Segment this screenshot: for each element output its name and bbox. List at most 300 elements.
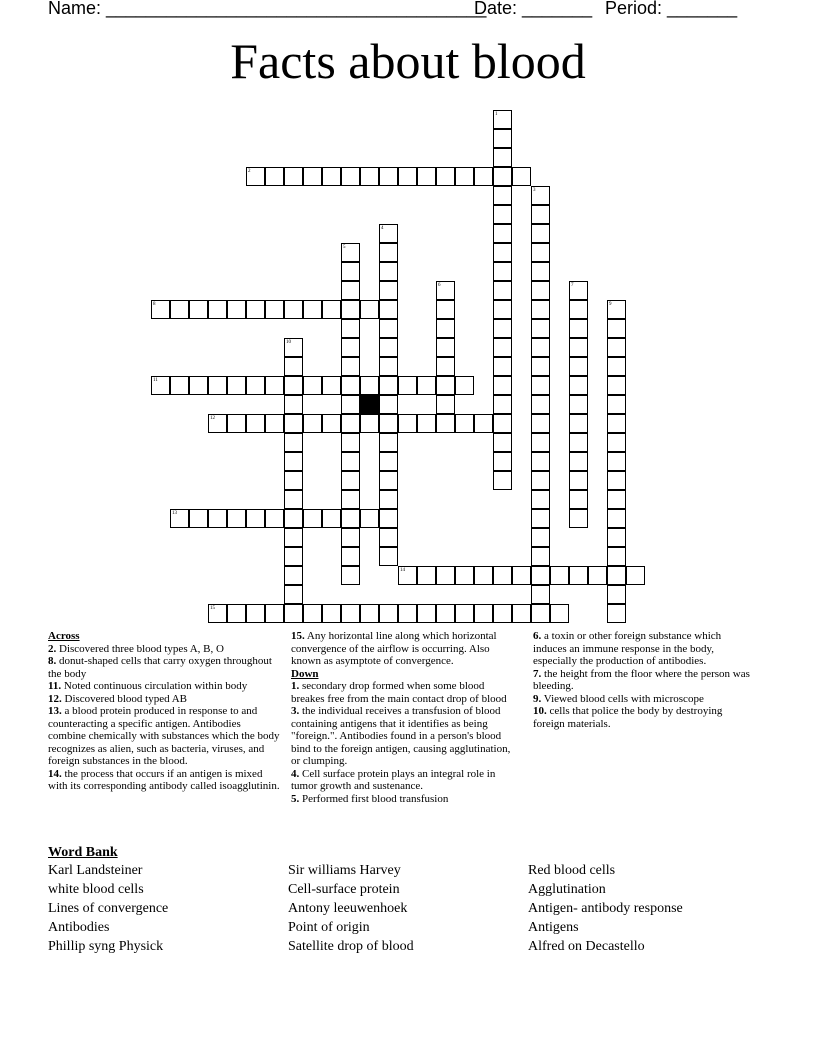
crossword-cell[interactable] [379,262,398,281]
crossword-cell[interactable] [379,414,398,433]
crossword-cell[interactable] [512,167,531,186]
crossword-cell[interactable] [607,452,626,471]
crossword-cell[interactable] [341,395,360,414]
crossword-cell[interactable] [341,471,360,490]
crossword-cell[interactable] [360,376,379,395]
crossword-cell[interactable] [493,129,512,148]
crossword-cell[interactable] [246,604,265,623]
crossword-cell[interactable] [303,509,322,528]
crossword-cell[interactable] [341,338,360,357]
crossword-cell[interactable] [569,471,588,490]
crossword-cell[interactable] [246,509,265,528]
clue-number: 12 [210,416,215,421]
crossword-cell[interactable] [436,357,455,376]
crossword-cell[interactable] [607,528,626,547]
across-clue-list [48,643,280,793]
name-field-label: Name: ______________________________________ [48,0,487,18]
crossword-cell[interactable] [531,281,550,300]
clue-item [291,680,519,705]
crossword-cell[interactable] [265,509,284,528]
crossword-cell[interactable] [455,376,474,395]
crossword-cell[interactable] [493,243,512,262]
clue-number-label: 2. [48,642,57,655]
crossword-cell[interactable] [531,357,550,376]
crossword-cell[interactable] [360,604,379,623]
crossword-cell[interactable] [379,490,398,509]
crossword-cell[interactable] [398,414,417,433]
crossword-cell[interactable] [189,376,208,395]
crossword-cell[interactable] [379,300,398,319]
word-bank-item: Red blood cells [528,863,616,878]
down-clue-list-continued [533,630,755,730]
word-bank-item: Karl Landsteiner [48,863,143,878]
crossword-cell[interactable] [493,300,512,319]
crossword-cell[interactable] [569,509,588,528]
crossword-cell[interactable] [398,566,417,585]
crossword-cell[interactable] [170,509,189,528]
crossword-cell[interactable] [170,376,189,395]
clue-item [48,705,280,768]
crossword-cell[interactable] [284,585,303,604]
word-bank-item: Antigens [528,920,579,935]
crossword-cell[interactable] [189,300,208,319]
crossword-cell[interactable] [151,376,170,395]
crossword-cell[interactable] [531,566,550,585]
crossword-cell[interactable] [607,566,626,585]
crossword-cell[interactable] [607,300,626,319]
crossword-cell[interactable] [227,300,246,319]
crossword-cell[interactable] [474,566,493,585]
across-clue-list-continued [291,630,519,668]
clue-text: secondary drop formed when some blood breakes free from the main contact drop of blood [291,680,507,705]
clue-number: 2 [248,169,251,174]
crossword-cell[interactable] [208,300,227,319]
crossword-cell[interactable] [303,300,322,319]
across-heading: Across [48,630,80,642]
crossword-cell[interactable] [569,490,588,509]
crossword-cell[interactable] [341,281,360,300]
crossword-cell[interactable] [512,566,531,585]
crossword-cell[interactable] [170,300,189,319]
crossword-cell[interactable] [398,167,417,186]
clue-item [291,630,519,668]
clues-column-2 [291,630,519,805]
crossword-cell[interactable] [417,604,436,623]
crossword-cell[interactable] [493,205,512,224]
crossword-cell[interactable] [303,376,322,395]
clue-item [291,768,519,793]
crossword-cell[interactable] [379,528,398,547]
crossword-cell[interactable] [493,452,512,471]
crossword-cell[interactable] [341,547,360,566]
clue-number-label: 1. [291,680,300,692]
crossword-cell[interactable] [341,490,360,509]
clue-number: 3 [533,188,536,193]
crossword-cell[interactable] [531,471,550,490]
crossword-cell[interactable] [569,300,588,319]
clue-number-label: 14. [48,767,62,780]
word-bank-item: Alfred on Decastello [528,939,645,954]
clue-text: Discovered blood typed AB [61,692,188,705]
crossword-cell[interactable] [607,490,626,509]
crossword-cell[interactable] [265,300,284,319]
clue-number: 6 [438,283,441,288]
crossword-cell[interactable] [379,433,398,452]
crossword-cell[interactable] [569,395,588,414]
page-title: Facts about blood [230,33,586,89]
clue-number-label: 5. [291,792,300,805]
crossword-cell[interactable] [322,300,341,319]
crossword-cell[interactable] [436,300,455,319]
crossword-cell[interactable] [607,395,626,414]
clue-number: 1 [495,112,498,117]
clue-number-label: 15. [291,630,305,642]
crossword-cell[interactable] [379,167,398,186]
crossword-cell[interactable] [246,414,265,433]
crossword-cell[interactable] [493,395,512,414]
crossword-cell[interactable] [360,300,379,319]
crossword-cell[interactable] [531,243,550,262]
clue-text: the individual receives a transfusion of blood containing antigens that it identifies as being "foreign.". Antibodies found in a person's blood bind to the foreign antigen, causing agglutination, or clumping. [291,705,511,767]
crossword-cell[interactable] [398,604,417,623]
crossword-cell[interactable] [284,433,303,452]
clue-item [533,693,755,706]
crossword-cell[interactable] [569,566,588,585]
crossword-cell[interactable] [607,604,626,623]
crossword-cell[interactable] [531,547,550,566]
crossword-cell[interactable] [607,433,626,452]
crossword-cell[interactable] [284,604,303,623]
crossword-cell[interactable] [569,433,588,452]
clue-number-label: 7. [533,667,542,680]
crossword-cell[interactable] [341,528,360,547]
crossword-cell[interactable] [512,604,531,623]
crossword-cell[interactable] [341,376,360,395]
clue-text: a blood protein produced in response to and counteracting a specific antigen. Antibodies combine chemically with substances which the body recognizes as alien, such as bacteria, viruses, and foreign substances in the blood. [48,705,280,767]
crossword-cell[interactable] [284,471,303,490]
crossword-cell[interactable] [493,167,512,186]
crossword-cell[interactable] [531,604,550,623]
crossword-cell[interactable] [341,604,360,623]
crossword-cell[interactable] [265,376,284,395]
crossword-cell[interactable] [436,319,455,338]
word-bank-item: Point of origin [288,920,370,935]
crossword-cell[interactable] [284,357,303,376]
crossword-cell[interactable] [246,167,265,186]
period-field-label: Period: _______ [605,0,738,18]
clues-column-3 [533,630,755,730]
clue-number-label: 11. [48,680,62,692]
clue-number-label: 6. [533,630,542,642]
crossword-cell[interactable] [493,604,512,623]
crossword-cell[interactable] [493,357,512,376]
crossword-cell[interactable] [607,547,626,566]
crossword-cell[interactable] [607,585,626,604]
crossword-cell[interactable] [360,509,379,528]
clues-column-1 [48,630,280,793]
crossword-cell[interactable] [379,281,398,300]
crossword-cell[interactable] [208,604,227,623]
crossword-cell[interactable] [607,509,626,528]
crossword-cell[interactable] [341,509,360,528]
crossword-cell[interactable] [493,319,512,338]
crossword-cell[interactable] [569,414,588,433]
crossword-cell[interactable] [341,262,360,281]
clue-item [48,768,280,793]
crossword-cell[interactable] [341,566,360,585]
crossword-cell[interactable] [341,452,360,471]
crossword-cell[interactable] [379,395,398,414]
clue-item [48,693,280,706]
crossword-cell[interactable] [493,186,512,205]
clue-text: Any horizontal line along which horizontal convergence of the airflow is occurring. Also known as asymptote of convergence. [291,630,497,667]
clue-number: 9 [609,302,612,307]
crossword-cell[interactable] [531,452,550,471]
crossword-cell[interactable] [493,338,512,357]
word-bank-item: Lines of convergence [48,901,169,916]
crossword-cell[interactable] [493,471,512,490]
crossword-cell[interactable] [436,281,455,300]
crossword-cell[interactable] [284,547,303,566]
crossword-cell[interactable] [607,338,626,357]
clue-text: Viewed blood cells with microscope [541,692,704,705]
crossword-cell[interactable] [531,224,550,243]
crossword-cell[interactable] [379,338,398,357]
crossword-cell[interactable] [569,338,588,357]
crossword-cell[interactable] [284,509,303,528]
word-bank-item: Antony leeuwenhoek [288,901,408,916]
clue-number: 15 [210,606,215,611]
clue-text: Noted continuous circulation within body [61,680,248,692]
crossword-cell[interactable] [531,490,550,509]
crossword-cell[interactable] [569,376,588,395]
crossword-cell[interactable] [379,319,398,338]
crossword-cell[interactable] [531,205,550,224]
crossword-cell[interactable] [531,395,550,414]
crossword-cell[interactable] [379,243,398,262]
crossword-cell[interactable] [151,300,170,319]
crossword-cell[interactable] [322,509,341,528]
crossword-cell[interactable] [455,167,474,186]
clue-number-label: 13. [48,705,62,717]
crossword-cell[interactable] [493,262,512,281]
clue-number: 7 [571,283,574,288]
crossword-cell[interactable] [227,509,246,528]
crossword-cell[interactable] [227,376,246,395]
crossword-cell[interactable] [227,414,246,433]
crossword-cell[interactable] [284,395,303,414]
clue-text: Discovered three blood types A, B, O [56,642,224,655]
crossword-cell[interactable] [569,357,588,376]
crossword-cell[interactable] [531,433,550,452]
crossword-cell[interactable] [208,509,227,528]
crossword-cell[interactable] [284,452,303,471]
crossword-cell[interactable] [569,281,588,300]
clue-text: Cell surface protein plays an integral role in tumor growth and sustenance. [291,767,496,792]
clue-item [533,668,755,693]
word-bank-item: Satellite drop of blood [288,939,414,954]
crossword-cell[interactable] [284,376,303,395]
clue-number: 8 [153,302,156,307]
crossword-cell[interactable] [455,566,474,585]
word-bank-item: Phillip syng Physick [48,939,164,954]
crossword-cell[interactable] [531,528,550,547]
crossword-cell[interactable] [436,414,455,433]
crossword-cell[interactable] [303,604,322,623]
clue-number-label: 12. [48,692,62,705]
crossword-cell[interactable] [455,414,474,433]
crossword-cell[interactable] [284,300,303,319]
crossword-cell[interactable] [531,338,550,357]
crossword-cell[interactable] [493,566,512,585]
crossword-cell[interactable] [436,604,455,623]
crossword-cell[interactable] [189,509,208,528]
crossword-cell[interactable] [322,167,341,186]
crossword-cell[interactable] [569,319,588,338]
crossword-cell[interactable] [265,167,284,186]
crossword-cell[interactable] [588,566,607,585]
word-bank-item: white blood cells [48,882,144,897]
crossword-cell[interactable] [284,528,303,547]
crossword-cell[interactable] [436,395,455,414]
crossword-cell[interactable] [531,300,550,319]
crossword-cell[interactable] [284,414,303,433]
clue-text: a toxin or other foreign substance which induces an immune response in the body, especially the production of antibodies. [533,630,722,667]
clue-text: the process that occurs if an antigen is mixed with its corresponding antibody called isoagglutinin. [48,767,280,792]
crossword-cell[interactable] [341,243,360,262]
crossword-cell[interactable] [303,414,322,433]
crossword-cell[interactable] [474,414,493,433]
crossword-cell[interactable] [455,604,474,623]
crossword-cell[interactable] [341,433,360,452]
crossword-cell[interactable] [341,167,360,186]
crossword-cell[interactable] [341,319,360,338]
word-bank-item: Cell-surface protein [288,882,400,897]
crossword-cell[interactable] [379,357,398,376]
crossword-cell[interactable] [474,167,493,186]
crossword-cell[interactable] [379,471,398,490]
crossword-cell[interactable] [417,376,436,395]
crossword-cell[interactable] [208,376,227,395]
word-bank-item: Antibodies [48,920,110,935]
clue-item [48,680,280,693]
crossword-cell[interactable] [531,414,550,433]
clue-text: the height from the floor where the person was bleeding. [533,667,750,692]
crossword-cell[interactable] [474,604,493,623]
crossword-cell[interactable] [493,376,512,395]
crossword-cell[interactable] [284,490,303,509]
clue-number: 5 [343,245,346,250]
crossword-cell[interactable] [417,414,436,433]
crossword-cell[interactable] [493,110,512,129]
crossword-cell[interactable] [531,186,550,205]
crossword-cell[interactable] [379,224,398,243]
crossword-cell[interactable] [284,566,303,585]
crossword-cell[interactable] [379,547,398,566]
clue-number: 13 [172,511,177,516]
crossword-cell[interactable] [303,167,322,186]
crossword-cell[interactable] [322,604,341,623]
clue-number: 10 [286,340,291,345]
crossword-cell[interactable] [379,452,398,471]
word-bank-item: Sir williams Harvey [288,863,401,878]
crossword-cell[interactable] [436,338,455,357]
crossword-cell[interactable] [398,376,417,395]
crossword-cell[interactable] [341,357,360,376]
clue-number-label: 3. [291,705,300,717]
crossword-cell[interactable] [607,319,626,338]
word-bank-title: Word Bank [48,845,118,860]
crossword-cell[interactable] [436,566,455,585]
crossword-cell[interactable] [607,357,626,376]
crossword-cell[interactable] [493,224,512,243]
crossword-cell[interactable] [417,167,436,186]
clue-item [48,655,280,680]
crossword-cell[interactable] [341,300,360,319]
crossword-cell[interactable] [417,566,436,585]
crossword-cell[interactable] [531,319,550,338]
crossword-cell[interactable] [322,376,341,395]
crossword-cell[interactable] [265,604,284,623]
crossword-cell[interactable] [569,452,588,471]
crossword-cell[interactable] [284,338,303,357]
clue-number: 4 [381,226,384,231]
clue-number-label: 9. [533,692,542,705]
word-bank-item: Agglutination [528,882,606,897]
crossword-cell[interactable] [265,414,284,433]
crossword-cell[interactable] [246,300,265,319]
crossword-cell[interactable] [493,414,512,433]
crossword-cell[interactable] [493,281,512,300]
clue-item [291,705,519,768]
crossword-cell[interactable] [607,376,626,395]
crossword-cell[interactable] [360,414,379,433]
crossword-cell[interactable] [379,604,398,623]
crossword-cell[interactable] [227,604,246,623]
crossword-cell[interactable] [493,148,512,167]
clue-text: donut-shaped cells that carry oxygen throughout the body [48,655,272,680]
crossword-cell[interactable] [436,167,455,186]
word-bank-item: Antigen- antibody response [528,901,683,916]
crossword-cell[interactable] [208,414,227,433]
crossword-cell[interactable] [531,376,550,395]
crossword-cell[interactable] [341,414,360,433]
crossword-cell[interactable] [246,376,265,395]
crossword-cell[interactable] [550,566,569,585]
crossword-cell[interactable] [284,167,303,186]
clue-number-label: 4. [291,767,300,780]
crossword-cell[interactable] [531,585,550,604]
clue-item [533,705,755,730]
crossword-cell[interactable] [607,414,626,433]
crossword-cell[interactable] [360,167,379,186]
crossword-cell[interactable] [436,376,455,395]
down-heading: Down [291,667,319,680]
crossword-cell[interactable] [531,262,550,281]
crossword-cell[interactable] [550,604,569,623]
clue-item [291,793,519,806]
crossword-cell[interactable] [322,414,341,433]
clue-number-label: 8. [48,655,57,667]
crossword-cell[interactable] [379,509,398,528]
crossword-cell[interactable] [493,433,512,452]
clue-text: cells that police the body by destroying foreign materials. [533,705,723,730]
crossword-cell[interactable] [531,509,550,528]
crossword-cell[interactable] [607,471,626,490]
crossword-cell[interactable] [379,376,398,395]
crossword-cell[interactable] [626,566,645,585]
clue-number-label: 10. [533,705,547,717]
